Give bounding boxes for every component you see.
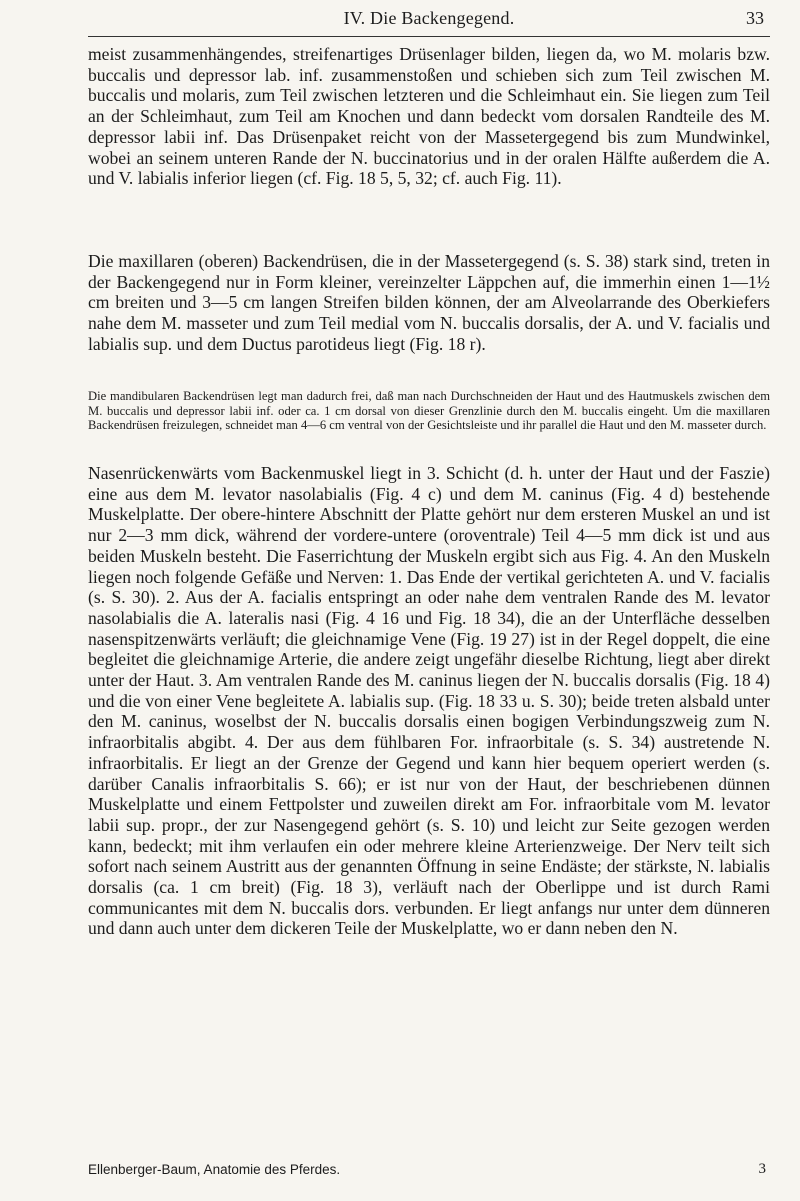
paragraph-2-text: Die maxillaren (oberen) Backendrüsen, die in der Massetergegend (s. S. 38) stark sind, treten in der Backengegend nur in Form kleiner, vereinzelter Läppchen auf, die immerhin einen 1—1½ cm breiten und 3—5 cm langen Streifen bilden können, der am Alveolarrande des Oberkiefers nahe dem M. masseter und zum Teil medial vom N. buccalis dorsalis, der A. und V. facialis und labialis sup. und dem Ductus parotideus liegt (Fig. 18 r).: [88, 251, 770, 354]
footer-signature-mark: 3: [758, 1161, 766, 1177]
paragraph-1: [88, 44, 770, 189]
paragraph-1-text: meist zusammenhängendes, streifenartiges Drüsenlager bilden, liegen da, wo M. molaris bzw. buccalis und depressor lab. inf. zusammenstoßen und schieben sich zum Teil zwischen M. buccalis und molaris, zum Teil zwischen letzteren und die Schleimhaut ein. Sie liegen zum Teil an der Schleimhaut, zum Teil am Knochen und dann bedeckt vom dorsalen Randteile des M. depressor labii inf. Das Drüsenpaket reicht von der Massetergegend bis zum Mundwinkel, wobei an seinem unteren Rande der N. buccinatorius und in der oralen Hälfte außerdem die A. und V. labialis inferior liegen (cf. Fig. 18 5, 5, 32; cf. auch Fig. 11).: [88, 44, 770, 189]
paragraph-3-small-print: [88, 389, 770, 433]
paragraph-4-text: Nasenrückenwärts vom Backenmuskel liegt in 3. Schicht (d. h. unter der Haut und der Faszie) eine aus dem M. levator nasolabialis (Fig. 4 c) und dem M. caninus (Fig. 4 d) bestehende Muskelplatte. Der obere-hintere Abschnitt der Platte gehört nur dem ersteren Muskel an und ist nur 2—3 mm dick, während der vordere-untere (oroventrale) Teil 4—5 mm dick ist und aus beiden Muskeln besteht. Die Faserrichtung der Muskeln ergibt sich aus Fig. 4. An den Muskeln liegen noch folgende Gefäße und Nerven: 1. Das Ende der vertikal gerichteten A. und V. facialis (s. S. 30). 2. Aus der A. facialis entspringt an oder nahe dem ventralen Rande des M. levator nasolabialis die A. lateralis nasi (Fig. 4 16 und Fig. 18 34), die an der Unterfläche desselben nasenspitzenwärts verläuft; die gleichnamige Vene (Fig. 19 27) ist in der Regel doppelt, die eine begleitet die gleichnamige Arterie, die andere zeigt ungefähr dieselbe Richtung, liegt aber direkt unter der Haut. 3. Am ventralen Rande des M. caninus liegen der N. buccalis dorsalis (Fig. 18 4) und die von einer Vene begleitete A. labialis sup. (Fig. 18 33 u. S. 30); beide treten alsbald unter den M. caninus, woselbst der N. buccalis dorsalis einen bogigen Verbindungszweig zum N. infraorbitalis abgibt. 4. Der aus dem fühlbaren For. infraorbitale (s. S. 34) austretende N. infraorbitalis. Er liegt an der Grenze der Gegend und kann hier bequem operiert werden (s. darüber Canalis infraorbitalis S. 66); er ist nur von der Haut, der beschriebenen dünnen Muskelplatte und einem Fettpolster und zuweilen direkt am For. infraorbitale vom M. levator labii sup. propr., der zur Nasengegend gehört (s. S. 10) und leicht zur Seite gezogen werden kann, bedeckt; mit ihm verlaufen ein oder mehrere kleine Arterienzweige. Der Nerv teilt sich sofort nach seinem Austritt aus der genannten Öffnung in seine Endäste; der stärkste, N. labialis dorsalis (ca. 1 cm breit) (Fig. 18 3), verläuft nach der Oberlippe und ist durch Rami communicantes mit dem N. buccalis dors. verbunden. Er liegt anfangs nur unter dem dünneren und dann auch unter dem dickeren Teile der Muskelplatte, wo er dann neben den N.: [88, 463, 770, 939]
paragraph-2: [88, 251, 770, 355]
chapter-title: IV. Die Backengegend.: [343, 8, 515, 28]
page-number: 33: [746, 8, 764, 28]
paragraph-3-text: Die mandibularen Backendrüsen legt man dadurch frei, daß man nach Durchschneiden der Haut und des Hautmuskels zwischen dem M. buccalis und depressor labii inf. oder ca. 1 cm dorsal von dieser Grenzlinie durch den M. buccalis eingeht. Um die maxillaren Backendrüsen freizulegen, schneidet man 4—6 cm ventral von der Gesichtsleiste und ihr parallel die Haut und den M. masseter durch.: [88, 389, 770, 433]
footer-book-title: Ellenberger-Baum, Anatomie des Pferdes.: [88, 1162, 341, 1177]
paragraph-4: [88, 463, 770, 939]
running-head: [88, 8, 770, 37]
